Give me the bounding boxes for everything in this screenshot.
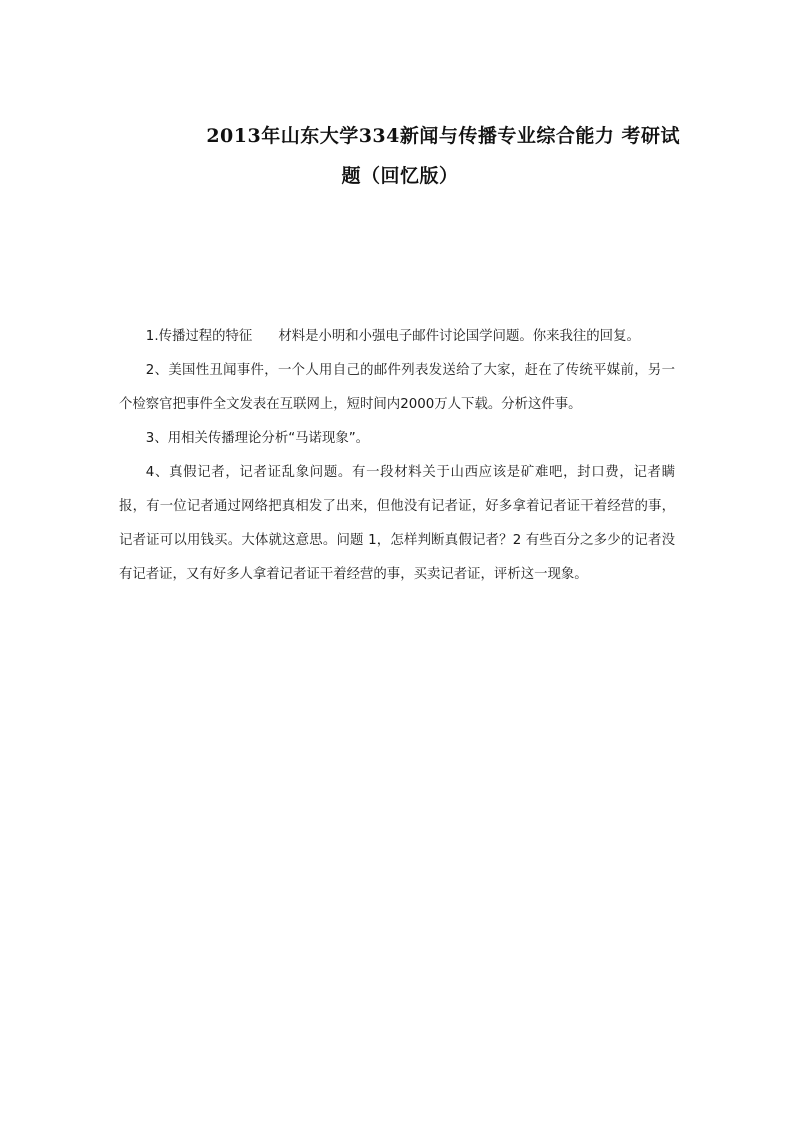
title-line-1: 2013年山东大学334新闻与传播专业综合能力 考研试 [206,125,680,147]
question-4: 4、真假记者，记者证乱象问题。有一段材料关于山西应该是矿难吧，封口费，记者瞒报，有一位记者通过网络把真相发了出来，但他没有记者证，好多拿着记者证干着经营的事，记者证可以用钱买。大体就这意思。问题 1，怎样判断真假记者？2 有些百分之多少的记者没有记者证，又有好多人拿着记者证干着经营的事，买卖记者证，评析这一现象。 [119,465,675,582]
question-1 [119,320,675,354]
title-line-2: 题（回忆版） [341,165,459,187]
question-2: 2、美国性丑闻事件，一个人用自己的邮件列表发送给了大家，赶在了传统平媒前，另一个检察官把事件全文发表在互联网上，短时间内2000万人下载。分析这件事。 [119,363,675,412]
question-1-text: 材料是小明和小强电子邮件讨论国学问题。你来我往的回复。 [278,329,640,344]
document-title [120,116,680,196]
question-3: 3、用相关传播理论分析“马诺现象”。 [145,431,370,446]
document-body [119,320,675,592]
question-1-label: 1.传播过程的特征 [145,329,253,344]
